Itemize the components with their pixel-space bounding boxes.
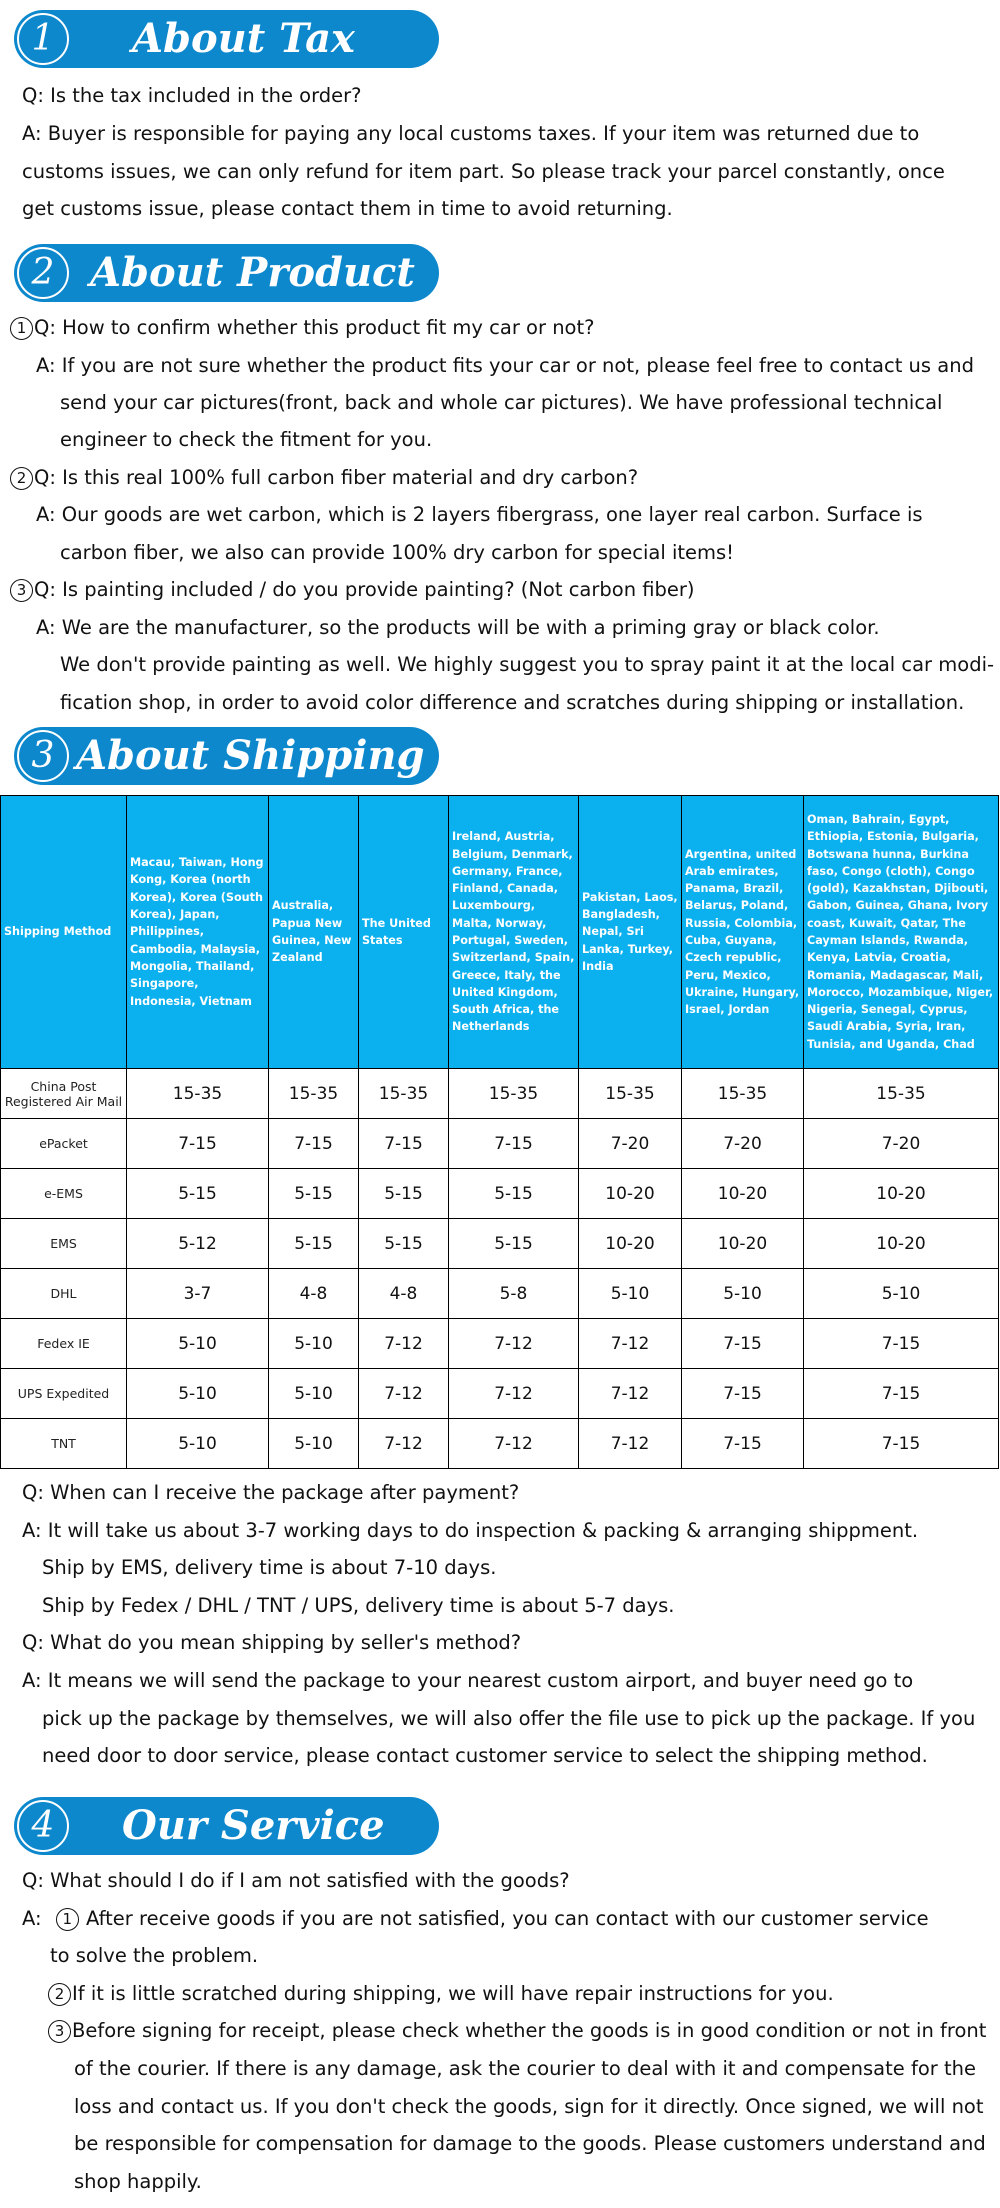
delivery-days-cell: 5-15	[449, 1169, 579, 1219]
answer-text: If it is little scratched during shipping, we will have repair instructions for you.	[72, 1982, 834, 2005]
delivery-days-cell: 7-12	[449, 1419, 579, 1469]
delivery-days-cell: 5-10	[804, 1269, 999, 1319]
about-tax-banner	[14, 10, 439, 68]
delivery-days-cell: 7-12	[359, 1419, 449, 1469]
delivery-days-cell: 5-10	[127, 1369, 269, 1419]
column-header: The United States	[359, 796, 449, 1069]
shipping-answer-line: A: It means we will send the package to your nearest custom airport, and buyer need go to	[22, 1669, 914, 1692]
shipping-question: Q: What do you mean shipping by seller's method?	[22, 1631, 522, 1654]
shipping-answer-line: pick up the package by themselves, we will also offer the file use to pick up the package. If you	[42, 1707, 976, 1730]
column-header: Ireland, Austria, Belgium, Denmark, Germany, France, Finland, Canada, Luxembourg, Malta, Norway, Portugal, Sweden, Switzerland, Spain, Greece, Italy, the United Kingdom, South Africa, the Netherlands	[449, 796, 579, 1069]
circled-number-2: 2	[48, 1983, 71, 2006]
shipping-method-cell: EMS	[1, 1219, 127, 1269]
table-row	[1, 1369, 999, 1419]
section-title: Our Service	[122, 1802, 385, 1849]
shipping-method-cell: DHL	[1, 1269, 127, 1319]
shipping-method-cell: China Post Registered Air Mail	[1, 1069, 127, 1119]
question-text: Q: Is this real 100% full carbon fiber material and dry carbon?	[34, 466, 639, 489]
answer-text: Before signing for receipt, please check whether the goods is in good condition or not in front	[72, 2019, 987, 2042]
delivery-days-cell: 5-10	[682, 1269, 804, 1319]
delivery-days-cell: 7-12	[359, 1369, 449, 1419]
shipping-method-cell: UPS Expedited	[1, 1369, 127, 1419]
section-title: About Product	[90, 249, 415, 296]
delivery-days-cell: 5-15	[269, 1169, 359, 1219]
delivery-days-cell: 7-15	[269, 1119, 359, 1169]
delivery-days-cell: 7-12	[359, 1319, 449, 1369]
section-number-badge: 2	[17, 247, 69, 299]
delivery-days-cell: 7-15	[804, 1319, 999, 1369]
delivery-days-cell: 4-8	[359, 1269, 449, 1319]
service-answer-line: to solve the problem.	[50, 1944, 259, 1967]
delivery-days-cell: 15-35	[682, 1069, 804, 1119]
delivery-days-cell: 10-20	[682, 1219, 804, 1269]
product-answer-line: carbon fiber, we also can provide 100% dry carbon for special items!	[60, 541, 734, 564]
tax-question: Q: Is the tax included in the order?	[22, 84, 362, 107]
circled-number-3: 3	[48, 2020, 71, 2043]
delivery-days-cell: 10-20	[579, 1219, 682, 1269]
tax-answer-line: A: Buyer is responsible for paying any local customs taxes. If your item was returned due to	[22, 122, 920, 145]
shipping-question: Q: When can I receive the package after payment?	[22, 1481, 520, 1504]
table-header-row	[1, 796, 999, 1069]
delivery-days-cell: 5-10	[579, 1269, 682, 1319]
table-row	[1, 1119, 999, 1169]
delivery-days-cell: 7-15	[804, 1419, 999, 1469]
column-header: Oman, Bahrain, Egypt, Ethiopia, Estonia, Bulgaria, Botswana hunna, Burkina faso, Congo (cloth), Congo (gold), Kazakhstan, Djibouti, Gabon, Guinea, Ghana, Ivory coast, Kuwait, Qatar, The Cayman Islands, Rwanda, Kenya, Latvia, Croatia, Romania, Madagascar, Mali, Morocco, Mozambique, Niger, Nigeria, Senegal, Cyprus, Saudi Arabia, Syria, Iran, Tunisia, and Uganda, Chad	[804, 796, 999, 1069]
section-number-badge: 4	[17, 1800, 69, 1852]
section-title: About Tax	[132, 15, 355, 62]
shipping-answer-line: Ship by EMS, delivery time is about 7-10 days.	[42, 1556, 497, 1579]
delivery-days-cell: 7-12	[449, 1369, 579, 1419]
service-question: Q: What should I do if I am not satisfied with the goods?	[22, 1869, 570, 1892]
product-answer-line: send your car pictures(front, back and whole car pictures). We have professional technical	[60, 391, 943, 414]
delivery-days-cell: 7-12	[579, 1369, 682, 1419]
shipping-method-cell: Fedex IE	[1, 1319, 127, 1369]
delivery-days-cell: 7-15	[127, 1119, 269, 1169]
delivery-days-cell: 7-15	[682, 1419, 804, 1469]
service-answer-line: of the courier. If there is any damage, ask the courier to deal with it and compensate for the	[74, 2057, 976, 2080]
tax-answer-line: customs issues, we can only refund for item part. So please track your parcel constantly, once	[22, 160, 945, 183]
product-answer-line: fication shop, in order to avoid color difference and scratches during shipping or installation.	[60, 691, 965, 714]
table-row	[1, 1219, 999, 1269]
service-answer-3	[48, 2018, 986, 2044]
service-answer-line: loss and contact us. If you don't check the goods, sign for it directly. Once signed, we will not	[74, 2095, 984, 2118]
shipping-method-cell: TNT	[1, 1419, 127, 1469]
delivery-days-cell: 7-15	[682, 1319, 804, 1369]
table-row	[1, 1319, 999, 1369]
section-number-badge: 3	[17, 730, 69, 782]
delivery-days-cell: 15-35	[359, 1069, 449, 1119]
delivery-days-cell: 5-10	[269, 1419, 359, 1469]
table-row	[1, 1269, 999, 1319]
service-answer-2	[48, 1981, 834, 2007]
delivery-days-cell: 5-15	[359, 1219, 449, 1269]
delivery-days-cell: 10-20	[579, 1169, 682, 1219]
delivery-days-cell: 5-15	[359, 1169, 449, 1219]
shipping-answer-line: A: It will take us about 3-7 working days to do inspection & packing & arranging shippment.	[22, 1519, 919, 1542]
delivery-days-cell: 10-20	[804, 1219, 999, 1269]
delivery-days-cell: 3-7	[127, 1269, 269, 1319]
service-answer-1	[22, 1906, 929, 1932]
delivery-days-cell: 10-20	[804, 1169, 999, 1219]
product-answer-line: A: Our goods are wet carbon, which is 2 layers fibergrass, one layer real carbon. Surface is	[36, 503, 923, 526]
about-shipping-banner	[14, 727, 439, 785]
delivery-days-cell: 5-15	[127, 1169, 269, 1219]
delivery-days-cell: 7-20	[804, 1119, 999, 1169]
delivery-days-cell: 7-20	[682, 1119, 804, 1169]
delivery-days-cell: 7-12	[449, 1319, 579, 1369]
delivery-days-cell: 15-35	[449, 1069, 579, 1119]
question-text: Q: Is painting included / do you provide painting? (Not carbon fiber)	[34, 578, 695, 601]
delivery-days-cell: 5-10	[127, 1419, 269, 1469]
product-question-1	[10, 315, 594, 341]
delivery-days-cell: 7-15	[682, 1369, 804, 1419]
delivery-days-cell: 7-15	[359, 1119, 449, 1169]
delivery-days-cell: 10-20	[682, 1169, 804, 1219]
delivery-days-cell: 4-8	[269, 1269, 359, 1319]
section-number-badge: 1	[17, 13, 69, 65]
delivery-days-cell: 7-12	[579, 1419, 682, 1469]
circled-number-1: 1	[56, 1908, 79, 1931]
answer-text: After receive goods if you are not satisfied, you can contact with our customer service	[85, 1907, 929, 1930]
table-row	[1, 1419, 999, 1469]
product-question-3	[10, 577, 695, 603]
about-product-banner	[14, 244, 439, 302]
column-header: Macau, Taiwan, Hong Kong, Korea (north Korea), Korea (South Korea), Japan, Philippines, Cambodia, Malaysia, Mongolia, Thailand, Singapore, Indonesia, Vietnam	[127, 796, 269, 1069]
delivery-days-cell: 5-10	[269, 1319, 359, 1369]
circled-number-1: 1	[10, 317, 33, 340]
column-header: Australia, Papua New Guinea, New Zealand	[269, 796, 359, 1069]
delivery-days-cell: 7-15	[449, 1119, 579, 1169]
shipping-method-cell: e-EMS	[1, 1169, 127, 1219]
table-body	[1, 1069, 999, 1469]
delivery-days-cell: 5-12	[127, 1219, 269, 1269]
delivery-days-cell: 5-15	[269, 1219, 359, 1269]
table-row	[1, 1069, 999, 1119]
shipping-method-cell: ePacket	[1, 1119, 127, 1169]
delivery-days-cell: 15-35	[804, 1069, 999, 1119]
delivery-days-cell: 5-8	[449, 1269, 579, 1319]
circled-number-2: 2	[10, 467, 33, 490]
column-header: Argentina, united Arab emirates, Panama, Brazil, Belarus, Poland, Russia, Colombia, Cuba, Guyana, Czech republic, Peru, Mexico, Ukraine, Hungary, Israel, Jordan	[682, 796, 804, 1069]
shipping-time-table	[0, 795, 999, 1469]
delivery-days-cell: 15-35	[579, 1069, 682, 1119]
delivery-days-cell: 15-35	[269, 1069, 359, 1119]
table-row	[1, 1169, 999, 1219]
delivery-days-cell: 7-12	[579, 1319, 682, 1369]
delivery-days-cell: 5-10	[127, 1319, 269, 1369]
product-answer-line: A: We are the manufacturer, so the products will be with a priming gray or black color.	[36, 616, 880, 639]
service-answer-line: shop happily.	[74, 2170, 202, 2193]
delivery-days-cell: 7-20	[579, 1119, 682, 1169]
section-title: About Shipping	[76, 732, 425, 779]
delivery-days-cell: 5-10	[269, 1369, 359, 1419]
shipping-answer-line: Ship by Fedex / DHL / TNT / UPS, delivery time is about 5-7 days.	[42, 1594, 675, 1617]
column-header: Shipping Method	[1, 796, 127, 1069]
circled-number-3: 3	[10, 579, 33, 602]
service-answer-line: be responsible for compensation for damage to the goods. Please customers understand and	[74, 2132, 986, 2155]
tax-answer-line: get customs issue, please contact them in time to avoid returning.	[22, 197, 673, 220]
product-answer-line: A: If you are not sure whether the product fits your car or not, please feel free to contact us and	[36, 354, 974, 377]
product-question-2	[10, 465, 638, 491]
our-service-banner	[14, 1797, 439, 1855]
delivery-days-cell: 7-15	[804, 1369, 999, 1419]
column-header: Pakistan, Laos, Bangladesh, Nepal, Sri Lanka, Turkey, India	[579, 796, 682, 1069]
delivery-days-cell: 15-35	[127, 1069, 269, 1119]
product-answer-line: We don't provide painting as well. We highly suggest you to spray paint it at the local car modi-	[60, 653, 995, 676]
answer-prefix: A:	[22, 1907, 42, 1930]
shipping-answer-line: need door to door service, please contact customer service to select the shipping method.	[42, 1744, 928, 1767]
question-text: Q: How to confirm whether this product fit my car or not?	[34, 316, 595, 339]
product-answer-line: engineer to check the fitment for you.	[60, 428, 433, 451]
delivery-days-cell: 5-15	[449, 1219, 579, 1269]
